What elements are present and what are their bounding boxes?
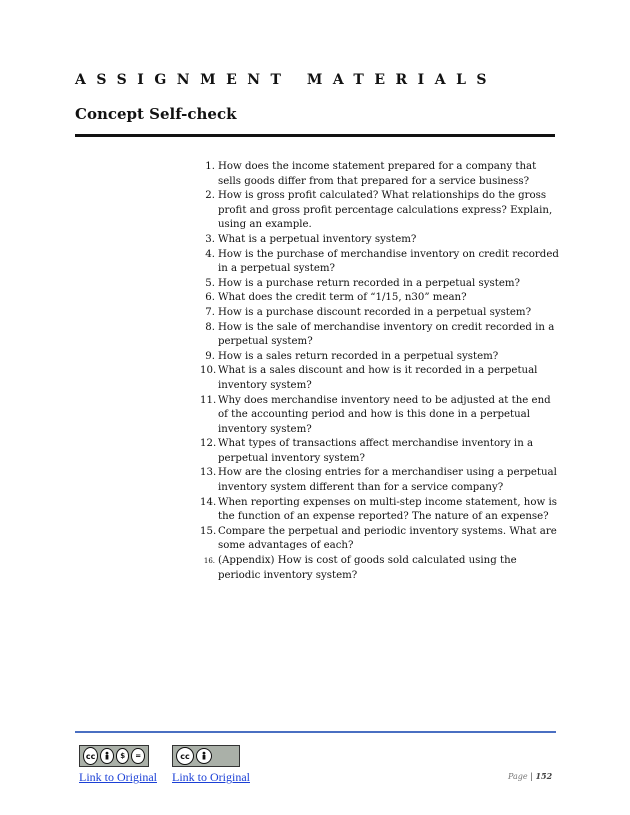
question-text: What does the credit term of “1/15, n30” mean? [218, 292, 467, 304]
list-item [200, 394, 560, 438]
page-number-value: 152 [535, 771, 553, 781]
list-item [200, 277, 560, 292]
link-to-original-2[interactable]: Link to Original [172, 770, 250, 784]
no-derivatives-icon: = [131, 748, 145, 764]
attribution-icon [100, 748, 114, 764]
cc-by-license-badge [172, 745, 240, 767]
list-item [200, 437, 560, 466]
question-number: 16. [203, 557, 215, 566]
question-number: 1. [205, 161, 215, 172]
question-number: 11. [200, 394, 217, 406]
question-number: 2. [205, 190, 215, 202]
question-number: 6. [205, 292, 215, 304]
list-item [200, 160, 560, 189]
footer-divider [75, 731, 556, 733]
question-text: Why does merchandise inventory need to be adjusted at the end of the accounting period and how is this done in a perpetual inventory system? [218, 394, 551, 435]
list-item [200, 466, 560, 495]
attribution-icon [196, 748, 212, 764]
question-number: 10. [200, 365, 217, 377]
list-item [200, 496, 560, 525]
question-number: 14. [200, 496, 217, 508]
question-text: (Appendix) How is cost of goods sold calculated using the periodic inventory system? [218, 555, 517, 581]
page-number [508, 771, 552, 781]
list-item [200, 554, 560, 583]
question-number: 8. [205, 321, 215, 333]
noncommercial-icon: $ [116, 748, 130, 764]
list-item [200, 189, 560, 233]
page-label: Page [508, 772, 528, 781]
question-text: How are the closing entries for a merchandiser using a perpetual inventory system different than for a service company? [218, 467, 557, 494]
cc-by-nc-nd-license-badge [79, 745, 149, 767]
question-text: How is the sale of merchandise inventory on credit recorded in a perpetual system? [218, 321, 555, 348]
page-separator: | [530, 772, 533, 781]
list-item [200, 525, 560, 554]
list-item [200, 364, 560, 393]
question-number: 12. [200, 438, 217, 450]
question-number: 3. [205, 233, 215, 245]
section-subtitle: Concept Self-check [75, 105, 237, 123]
question-text: How is a purchase return recorded in a perpetual system? [218, 277, 520, 289]
question-number: 5. [205, 277, 215, 289]
question-text: What is a sales discount and how is it recorded in a perpetual inventory system? [218, 365, 538, 391]
creative-commons-icon: cc [176, 747, 194, 765]
question-text: How does the income statement prepared for a company that sells goods differ from that prepared for a service business? [218, 161, 537, 187]
question-list [200, 160, 560, 583]
link-to-original-1[interactable]: Link to Original [79, 770, 157, 784]
question-text: How is the purchase of merchandise inventory on credit recorded in a perpetual system? [218, 248, 559, 275]
question-number: 15. [200, 525, 217, 537]
question-text: What is a perpetual inventory system? [218, 233, 417, 245]
question-text: How is a purchase discount recorded in a perpetual system? [218, 306, 532, 318]
list-item [200, 233, 560, 248]
question-number: 4. [205, 248, 215, 260]
question-number: 7. [205, 306, 215, 318]
question-text: Compare the perpetual and periodic inventory systems. What are some advantages of each? [218, 525, 557, 552]
list-item [200, 248, 560, 277]
person-icon [102, 751, 112, 761]
section-title: ASSIGNMENT MATERIALS [75, 72, 498, 88]
list-item [200, 321, 560, 350]
list-item [200, 306, 560, 321]
list-item [200, 350, 560, 365]
question-text: How is a sales return recorded in a perpetual system? [218, 350, 499, 362]
question-text: How is gross profit calculated? What relationships do the gross profit and gross profit percentage calculations express? Explain, using an example. [218, 190, 553, 231]
question-number: 9. [205, 350, 215, 362]
creative-commons-icon: cc [83, 747, 98, 765]
question-number: 13. [200, 467, 217, 479]
question-text: When reporting expenses on multi-step income statement, how is the function of an expense reported? The nature of an expense? [218, 496, 557, 523]
header-divider [75, 134, 555, 137]
list-item [200, 291, 560, 306]
question-text: What types of transactions affect merchandise inventory in a perpetual inventory system? [218, 438, 534, 464]
person-icon [199, 751, 209, 761]
